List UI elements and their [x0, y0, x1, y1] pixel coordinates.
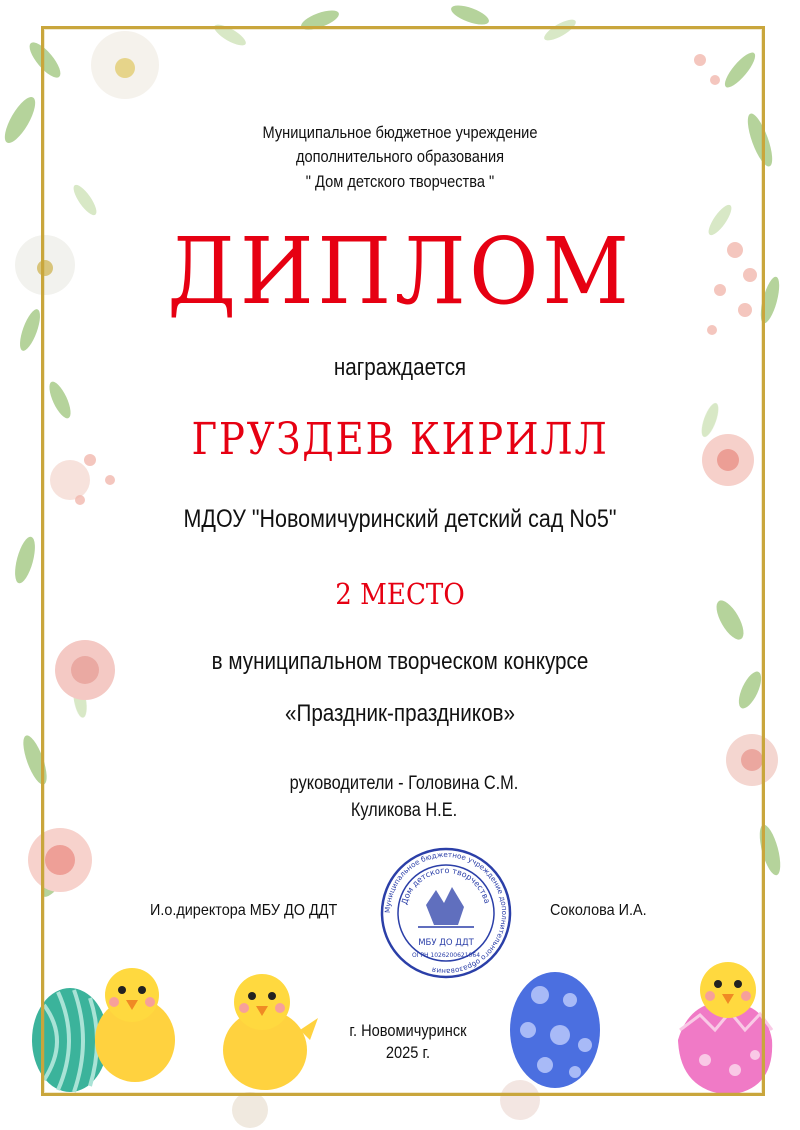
recipient-name: ГРУЗДЕВ КИРИЛЛ [191, 414, 609, 465]
contest-name: «Праздник-праздников» [285, 700, 515, 727]
stamp-center-text: МБУ ДО ДДТ [418, 938, 474, 948]
contest-line-1: в муниципальном творческом конкурсе [211, 648, 589, 675]
organization-line-1: Муниципальное бюджетное учреждение [262, 123, 538, 142]
leaders-line-2: Куликова Н.Е. [350, 800, 458, 821]
organization-line-3: " Дом детского творчества " [305, 172, 495, 191]
signature-position: И.о.директора МБУ ДО ДДТ [150, 902, 338, 919]
leaders-line-1: руководители - Головина С.М. [289, 773, 519, 794]
signature-name: Соколова И.А. [550, 902, 647, 919]
stamp-outer-text: Муниципальное бюджетное учреждение дополнительного образования [382, 849, 510, 977]
footer-city: г. Новомичуринск [349, 1021, 467, 1040]
diploma-title: ДИПЛОМ [167, 218, 633, 325]
organization-line-2: дополнительного образования [295, 147, 505, 166]
recipient-organization: МДОУ "Новомичуринский детский сад No5" [183, 505, 617, 533]
place-award: 2 МЕСТО [335, 577, 465, 611]
stamp-emblem [426, 887, 464, 925]
official-stamp [378, 845, 514, 981]
awarded-label: награждается [333, 354, 467, 381]
stamp-bottom-text: ОГРН 1026200621064 [411, 952, 481, 959]
stamp-inner-text: Дом детского творчества [399, 865, 492, 906]
footer-year: 2025 г. [385, 1043, 431, 1062]
